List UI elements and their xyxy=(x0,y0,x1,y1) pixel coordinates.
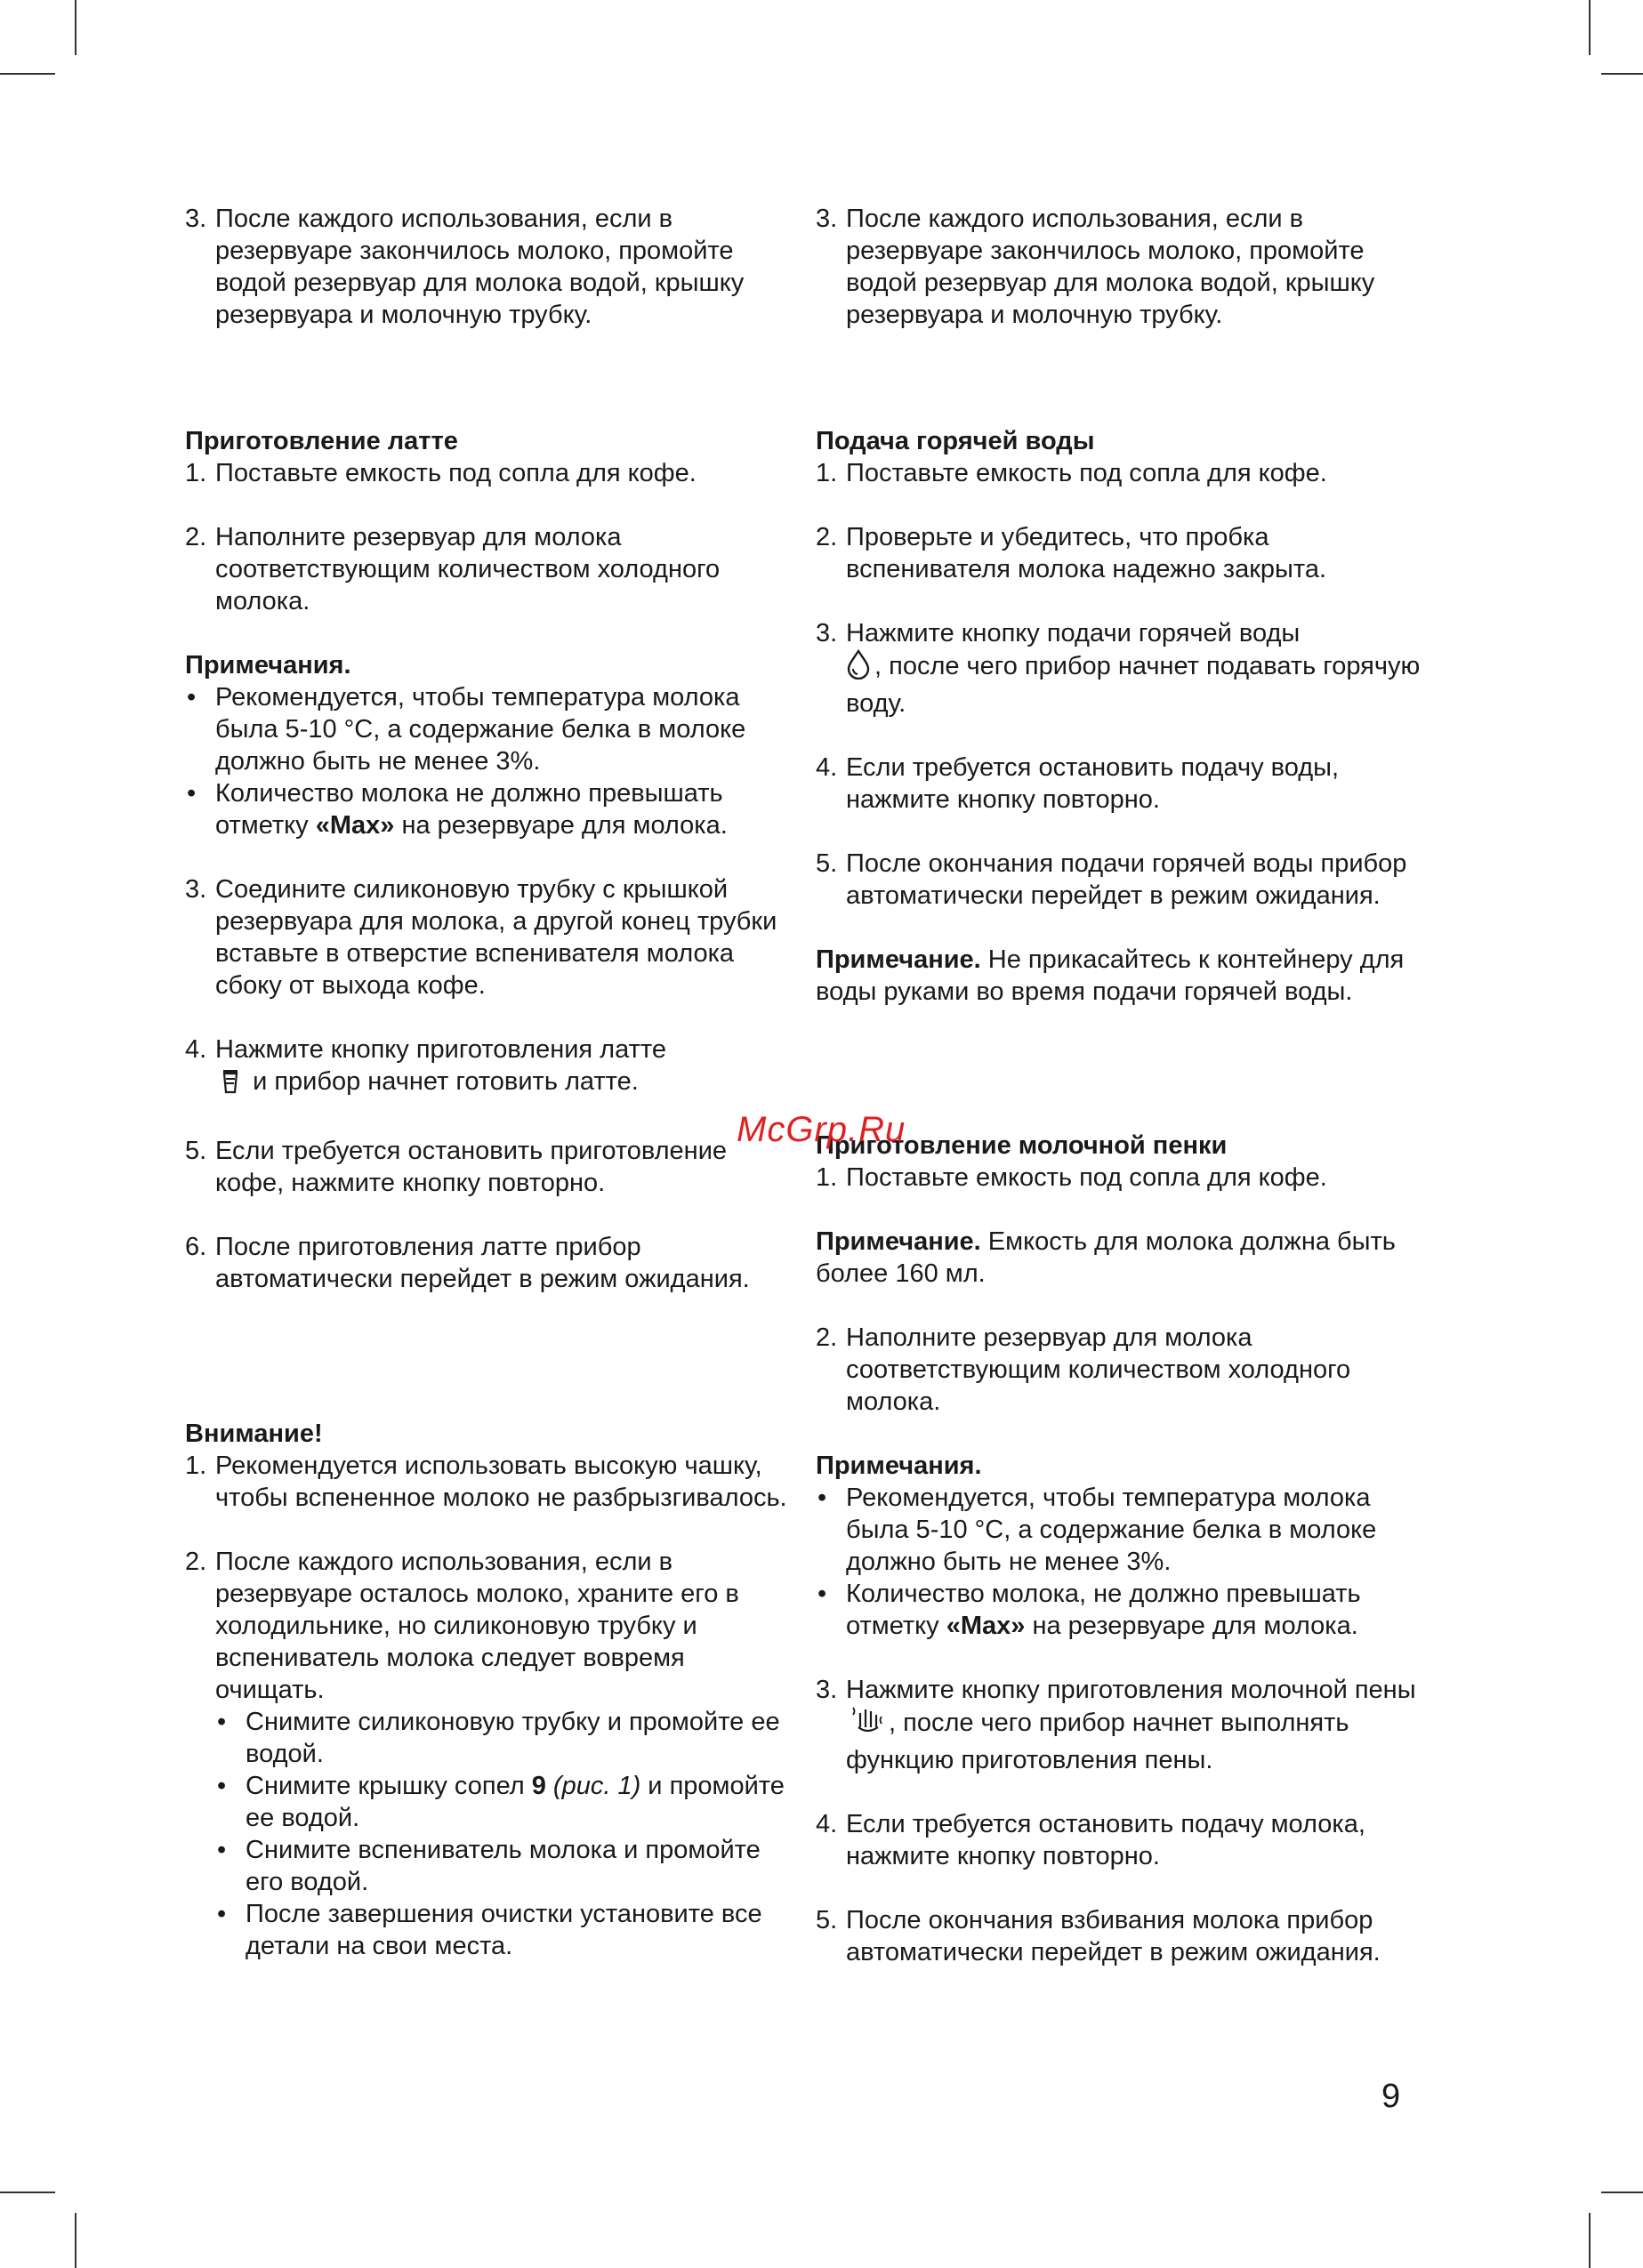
list-item: 3. Соедините силиконовую трубку с крышкой резервуара для молока, а другой конец трубки вставьте в отверстие вспенивателя молока сбоку от выхода кофе. xyxy=(185,875,777,1000)
list-item: 4. Если требуется остановить подачу воды, нажмите кнопку повторно. xyxy=(816,753,1340,814)
note-item: • Количество молока, не должно превышать отметку «Max» на резервуаре для молока. xyxy=(816,1578,1421,1642)
list-item: 1. Поставьте емкость под сопла для кофе. xyxy=(816,459,1327,487)
section-heading: Внимание! xyxy=(185,1420,323,1448)
sub-item: • После завершения очистки установите все детали на свои места. xyxy=(215,1898,790,1962)
sub-item: • Снимите силиконовую трубку и промойте ее водой. xyxy=(215,1706,790,1770)
water-drop-icon xyxy=(846,649,871,688)
notes-heading: Примечания. xyxy=(816,1452,982,1480)
section-heading: Приготовление латте xyxy=(185,427,458,455)
crop-mark xyxy=(1589,2213,1591,2268)
list-item: 6. После приготовления латте прибор автоматически перейдет в режим ожидания. xyxy=(185,1233,750,1293)
warning-section xyxy=(185,1418,790,1962)
list-item: 5. После окончания подачи горячей воды прибор автоматически перейдет в режим ожидания. xyxy=(816,849,1407,910)
list-item: 4. Нажмите кнопку приготовления латте и прибор начнет готовить латте. xyxy=(185,1033,790,1103)
list-item: 3. Нажмите кнопку подачи горячей воды , после чего прибор начнет подавать горячую воду. xyxy=(816,619,1421,718)
crop-mark xyxy=(75,0,77,55)
list-item: 5. Если требуется остановить приготовление кофе, нажмите кнопку повторно. xyxy=(185,1137,728,1197)
list-item: 5. После окончания взбивания молока прибор автоматически перейдет в режим ожидания. xyxy=(816,1906,1381,1966)
watermark: McGrp.Ru xyxy=(737,1110,906,1149)
intro-step xyxy=(816,203,1421,331)
latte-cup-icon xyxy=(219,1068,242,1103)
list-item: 2. После каждого использования, если в резервуаре осталось молоко, храните его в холодильнике, но силиконовую трубку и вспениватель молока следует вовремя очищать. xyxy=(185,1548,739,1704)
notes-heading: Примечания. xyxy=(185,651,351,680)
crop-mark xyxy=(75,2213,77,2268)
list-item: 2. Наполните резервуар для молока соответствующим количеством холодного молока. xyxy=(816,1323,1351,1416)
list-item: 3. После каждого использования, если в резервуаре закончилось молоко, промойте водой резервуар для молока водой, крышку резервуара и молочную трубку. xyxy=(185,205,745,329)
list-item: 1. Поставьте емкость под сопла для кофе. xyxy=(816,1163,1327,1192)
intro-step xyxy=(185,203,790,331)
note-item: • Рекомендуется, чтобы температура молока была 5-10 °С, а содержание белка в молоке должно быть не менее 3%. xyxy=(185,681,790,777)
crop-mark xyxy=(0,73,55,75)
note-item: • Рекомендуется, чтобы температура молока была 5-10 °С, а содержание белка в молоке должно быть не менее 3%. xyxy=(816,1482,1421,1578)
note-item: • Количество молока не должно превышать отметку «Max» на резервуаре для молока. xyxy=(185,777,790,841)
page-number: 9 xyxy=(1381,2078,1401,2115)
crop-mark xyxy=(0,2192,55,2193)
list-item: 2. Наполните резервуар для молока соответствующим количеством холодного молока. xyxy=(185,523,721,615)
sub-item: • Снимите крышку сопел 9 (рис. 1) и промойте ее водой. xyxy=(215,1770,790,1834)
milk-foam-icon xyxy=(850,1706,885,1744)
list-item: 4. Если требуется остановить подачу молока, нажмите кнопку повторно. xyxy=(816,1810,1365,1870)
list-item: 3. После каждого использования, если в резервуаре закончилось молоко, промойте водой резервуар для молока водой, крышку резервуара и молочную трубку. xyxy=(816,205,1375,329)
list-item: 1. Рекомендуется использовать высокую чашку, чтобы вспененное молоко не разбрызгивалось. xyxy=(185,1452,787,1512)
crop-mark xyxy=(1589,0,1591,55)
list-item: 2. Проверьте и убедитесь, что пробка вспенивателя молока надежно закрыта. xyxy=(816,523,1327,583)
section-heading: Подача горячей воды xyxy=(816,427,1095,455)
list-item: 3. Нажмите кнопку приготовления молочной пены, после чего прибор начнет выполнять функцию приготовления пены. xyxy=(816,1676,1416,1774)
sub-item: • Снимите вспениватель молока и промойте его водой. xyxy=(215,1834,790,1898)
note-paragraph: Примечание. Емкость для молока должна быть более 160 мл. xyxy=(816,1227,1396,1288)
note-paragraph: Примечание. Не прикасайтесь к контейнеру для воды руками во время подачи горячей воды. xyxy=(816,945,1405,1006)
sub-list xyxy=(185,1706,790,1962)
milk-foam-section xyxy=(816,1130,1421,1968)
hot-water-section xyxy=(816,425,1421,1008)
crop-mark xyxy=(1601,2192,1643,2193)
crop-mark xyxy=(1601,73,1643,75)
section-heading: Приготовление молочной пенки xyxy=(816,1131,1228,1160)
list-item: 1. Поставьте емкость под сопла для кофе. xyxy=(185,459,697,487)
latte-section xyxy=(185,425,790,1295)
